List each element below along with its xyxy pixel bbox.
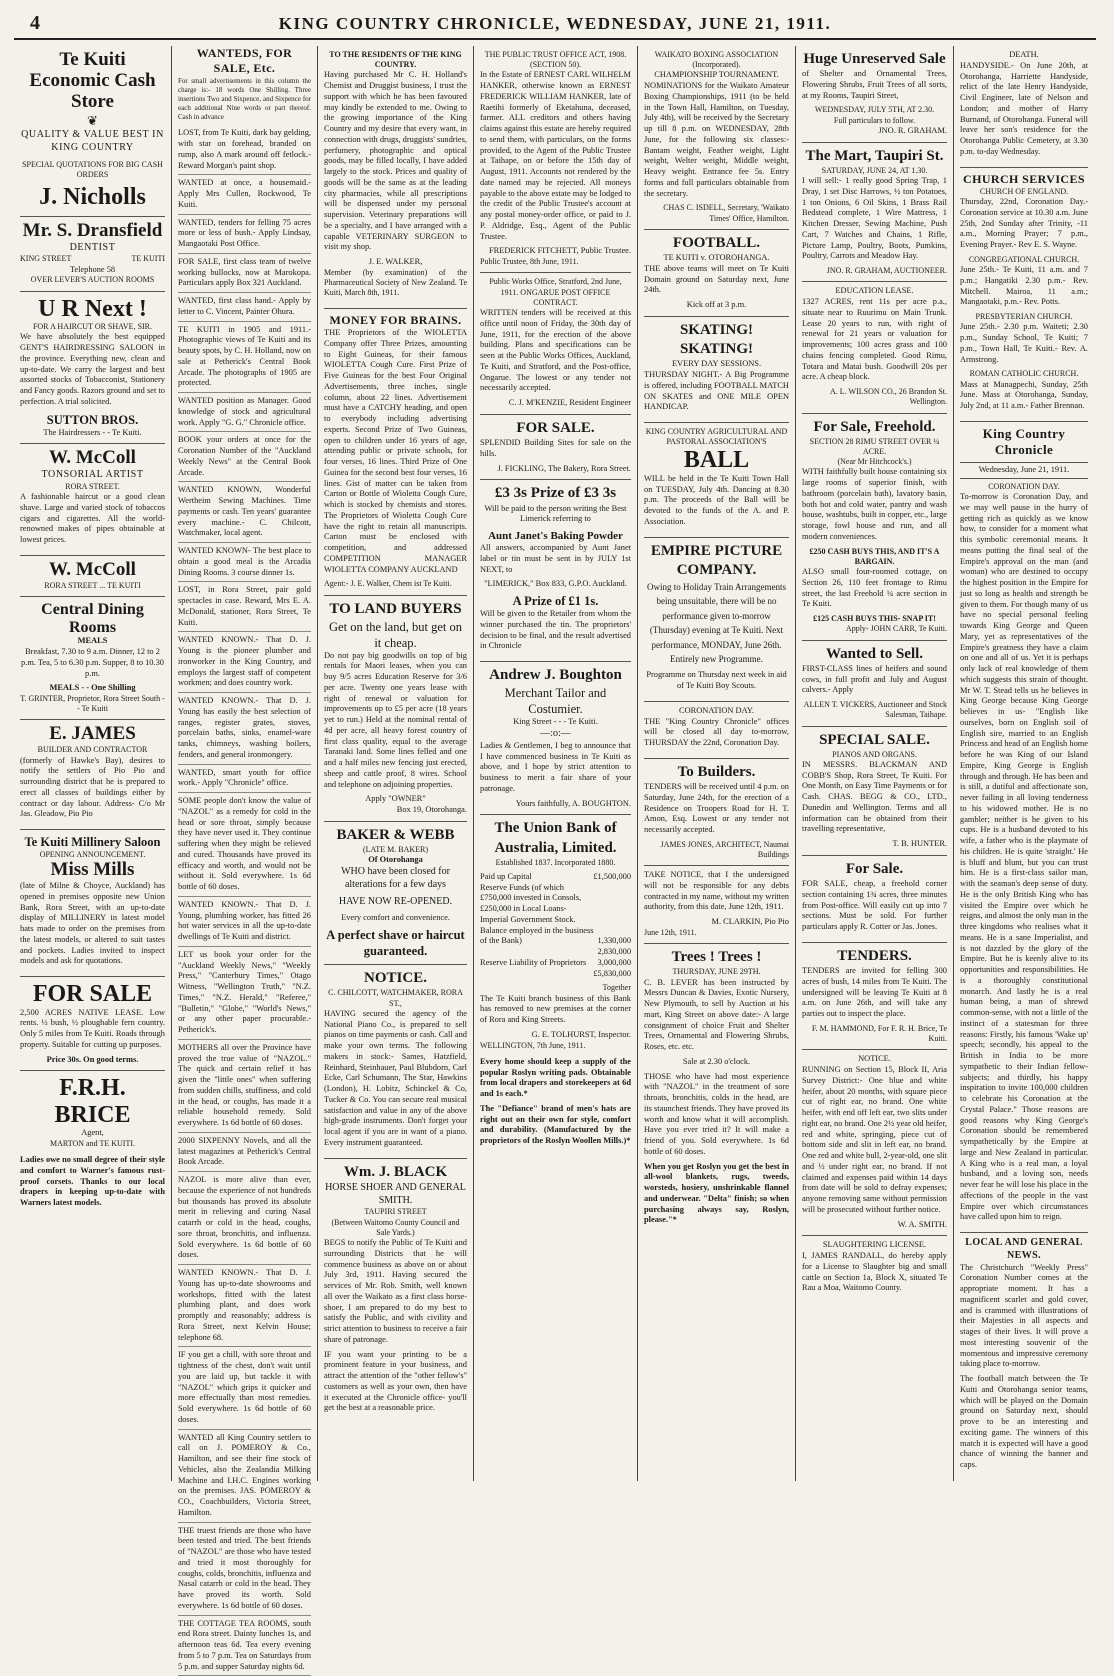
ad-title: NOTICE. — [858, 1054, 891, 1064]
ad-freehold — [802, 414, 947, 641]
ad-education-lease — [802, 282, 947, 413]
ad-body: THOSE who have had most experience with "NAZOL" in the treatment of sore throats, bronchitis, colds in the head, are its staunchest friends. They have proved its worth and know what it will accomplish. Have you ever tried it? It will make a friend of you. Sold everywhere. 1s 6d bottle of 60 doses. — [644, 1071, 789, 1156]
ad-sign: J. E. WALKER, — [368, 257, 423, 267]
classifieds-list — [178, 125, 311, 1676]
ad-title: Central Dining Rooms — [41, 601, 144, 636]
ad-title: E. JAMES — [49, 723, 136, 745]
ad-subtitle: Economic Cash Store — [29, 69, 156, 112]
ad-text: Apply "OWNER" — [365, 794, 426, 804]
ad-sign: ALLEN T. VICKERS, Auctioneer and Stock Salesman, Taihape. — [803, 700, 947, 720]
ad-text: TE KUITI v. OTOROHANGA. — [663, 253, 770, 263]
ad-sign: A. L. WILSON CO., 26 Brandon St. Wellington. — [830, 387, 947, 407]
ad-wanted-to-sell — [802, 641, 947, 727]
ad-title: BALL — [683, 447, 750, 474]
ad-boxing — [644, 46, 789, 230]
ad-title: THE PUBLIC TRUST OFFICE ACT, 1908. — [484, 50, 627, 59]
church-name: ROMAN CATHOLIC CHURCH. — [969, 369, 1079, 379]
ad-coronation-day — [644, 702, 789, 759]
ad-title: The Mart, Taupiri St. — [805, 147, 944, 164]
ad-text: PIANOS AND ORGANS. — [832, 749, 917, 759]
ad-text: C. CHILCOTT, WATCHMAKER, RORA ST., — [328, 988, 463, 1008]
ad-sign: M. CLARKIN, Pio Pio — [711, 917, 789, 927]
ad-body: We have absolutely the best equipped GENT'S HAIRDRESSING SALOON in the province. Everything new, clean and up-to-date. We carry the largest and best assorted stocks of Tobacconist, Stationery and Fancy goods. Razors ground and set to perfection. A trial solicited. — [20, 332, 165, 406]
ad-title: SKATING! SKATING! — [679, 321, 754, 358]
ad-text: TONSORIAL ARTIST — [41, 469, 144, 481]
ad-body: WILL be held in the Te Kuiti Town Hall on TUESDAY, July 4th. Dancing at 8.30 p.m. The proceeds of the Ball will be devoted to the funds of the A. and P. Association. — [644, 473, 789, 526]
ornament-icon: ❦ — [87, 112, 98, 128]
ad-text: MEALS — [77, 636, 108, 646]
column-7 — [954, 46, 1094, 1481]
church-name: CONGREGATIONAL CHURCH. — [968, 254, 1080, 264]
classified-ad: NAZOL is more alive than ever, because the experience of not hundreds but thousands has proved its absolute merit in relieving and curing Nasal catarrh or cold in the head, coughs, sore throat, bronchitis, and influenza. Sold everywhere. 1s 6d bottle of 60 doses. — [178, 1172, 311, 1265]
ad-body: RUNNING on Section 15, Block II, Aria Survey District:- One blue and white heifer, about 20 months, with square piece cut of right ear, no brand. One white heifer, with end off left ear, two slits under right ear, no brand. One 2½ year old heifer, red and white, springing, piece cut of bottom side and slit in left ear, no brand. One red and white bull, 2-year-old, one slit and ½ under right ear, no brand. If not claimed and expenses paid within 14 days from date will be sold to defray expenses; anyone removing same without permission will be prosecuted without further notice. — [802, 1065, 947, 1214]
classified-ad: WANTED KNOWN- The best place to obtain a good meal is the Arcadia Dining Rooms. 3 course dinner 1s. — [178, 543, 311, 582]
ad-body: The "Defiance" brand of men's hats are right out on their own for style, comfort and durability. (Manufactured by the proprietors of the Roslyn Woollen Mills.)* — [480, 1103, 631, 1146]
ad-text: "LIMERICK," Box 833, G.P.O. Auckland. — [484, 579, 627, 589]
ad-tenders — [802, 943, 947, 1050]
column-6 — [796, 46, 954, 1481]
ad-text: Public Trustee, 8th June, 1911. — [480, 257, 579, 267]
ad-body: ALSO small four-roomed cottage, on Section 26, 110 feet frontage to Rimu street, the last Freehold ¼ acre section in Te Kuiti. — [802, 567, 947, 609]
ad-body: The Te Kuiti branch business of this Bank has removed to new premises at the corner of Rora and King Streets. — [480, 993, 631, 1025]
ad-text: MARTON and TE KUITI. — [50, 1138, 135, 1148]
ad-body: Will be given to the Retailer from whom the winner purchased the tin. The proprietors' decision to be final, and the result advertised in Chronicle — [480, 609, 631, 651]
ad-title: Te Kuiti Millinery Saloon — [24, 835, 161, 850]
ad-builders — [644, 759, 789, 866]
masthead-title: KING COUNTRY CHRONICLE, WEDNESDAY, JUNE 21, 1911. — [278, 14, 832, 33]
ad-title: WAIKATO BOXING ASSOCIATION (Incorporated). — [654, 50, 779, 70]
classified-ad: 2000 SIXPENNY Novels, and all the latest magazines at Petherick's Central Book Arcade. — [178, 1133, 311, 1172]
ad-body: (late of Milne & Choyce, Auckland) has opened in premises opposite new Union Bank, Rora Street, with an up-to-date display of MILLINERY in latest model hats made to order on the premises from the latest models, or altered to suit tastes and pockets. Ladies invited to inspect models and ask for quotations. — [20, 881, 165, 966]
ad-title: SPECIAL SALE. — [819, 731, 930, 748]
ad-text: SPECIAL QUOTATIONS FOR BIG CASH ORDERS — [22, 159, 163, 180]
ad-sign: G. E. TOLHURST, Inspector. — [531, 1029, 631, 1039]
ad-sign: FREDERICK FITCHETT, Public Trustee. — [489, 246, 631, 256]
classified-ad: WANTED KNOWN.- That D. J. Young has up-to-date showrooms and workshops, fitted with the latest plumbing plant, and does work promptly and reasonably; address is Rora Street, next Kelvin House; telephone 68. — [178, 1265, 311, 1347]
masthead — [14, 10, 1096, 40]
classified-ad: FOR SALE, first class team of twelve working bullocks, now at Marokopa. Particulars apply Box 321 Auckland. — [178, 254, 311, 293]
ad-title: FOR SALE — [32, 981, 153, 1008]
ad-title: F.R.H. BRICE — [54, 1075, 131, 1128]
ad-builder — [20, 720, 165, 830]
ad-text: WELLINGTON, 7th June, 1911. — [480, 1040, 586, 1050]
ad-text: BUILDER AND CONTRACTOR — [37, 745, 148, 755]
ad-title: BAKER & WEBB — [336, 826, 455, 843]
ad-text: (Between Waitomo County Council and Sale Yards.) — [331, 1217, 460, 1237]
column-5 — [638, 46, 796, 1481]
ad-text: (Near Mr Hitchcock's.) — [837, 457, 912, 467]
ad-title: For Sale, Freehold. — [813, 418, 936, 435]
ad-text: Box 19, Otorohanga. — [396, 805, 467, 815]
ad-text: King Street - - - Te Kuiti. — [513, 717, 598, 727]
ad-take-notice — [644, 866, 789, 944]
ad-title: FOR SALE. — [516, 419, 595, 436]
ad-walker — [324, 46, 467, 309]
ad-text: QUALITY & VALUE BEST IN KING COUNTRY — [21, 129, 164, 154]
ad-body: NOMINATIONS for the Waikato Amateur Boxing Championships, 1911 (to be held in the Town Hall, Hamilton, on Tuesday, July 4th), will be received by the Secretary up till 8 p.m. on WEDNESDAY, 28th June, for the following six classes:- Bantam weight, Feather weight, Light weight, Welter weight, Middle weight, Heavy weight. Entrance fee 5s. Entry forms and full particulars obtainable from the secretary. — [644, 81, 789, 198]
ad-text: (SECTION 50). — [529, 60, 582, 70]
classified-ad: WANTED, smart youth for office work.- Apply "Chronicle" office. — [178, 765, 311, 794]
ad-text: THURSDAY, JUNE 29TH. — [672, 967, 761, 977]
ad-body: Ladies owe no small degree of their style and comfort to Warner's famous rust-proof corsets. Thanks to our local drapers in keeping up-to-date with Warners latest models. — [20, 1155, 165, 1208]
church-body: Mass at Managpechi, Sunday, 25th June. Mass at Otorohanga, Sunday, July 2nd, at 11 a.m.- Father Brennan. — [960, 379, 1088, 411]
ad-dentist — [20, 217, 165, 292]
ad-sign: Yours faithfully, A. BOUGHTON. — [515, 798, 631, 808]
ad-title: To Builders. — [677, 763, 756, 780]
classified-ad: WANTED KNOWN.- That D. J. Young, plumbing worker, has fitted 26 hot water services in all the up-to-date dwellings of Te Kuiti and district. — [178, 897, 311, 947]
bank-table — [480, 872, 631, 980]
news-body: The football match between the Te Kuiti and Otorohanga senior teams, which will be played on the Domain ground on Saturday next, should prove to be an interesting and exciting game. The winners of this match it is expected will have a good chance of winning the banner and caps. — [960, 1374, 1088, 1470]
divider-icon: —:o:— — [540, 728, 571, 740]
classified-ad: THE COTTAGE TEA ROOMS, south end Rora street. Dainty lunches 1s, and afternoon teas 6d. Tea every evening from 5 to 7 p.m. Tea on Saturdays from 5 p.m. and supper Saturday nights 6d. — [178, 1616, 311, 1676]
ad-title: TO THE RESIDENTS OF THE KING COUNTRY. — [329, 50, 462, 70]
ad-land-buyers — [324, 596, 467, 822]
ad-title: Wm. J. BLACK — [343, 1163, 448, 1180]
ad-text: DENTIST — [69, 241, 116, 253]
editorial-heading: CORONATION DAY. — [988, 481, 1060, 491]
ad-millinery — [20, 830, 165, 977]
ad-special-sale — [802, 727, 947, 856]
ad-body: Every home should keep a supply of the popular Roslyn writing pads. Obtainable from local drapers and storekeepers at 6d and 1s each.* — [480, 1056, 631, 1099]
section-heading: WANTEDS, FOR SALE, Etc. — [196, 46, 293, 76]
church-services — [960, 168, 1088, 422]
ad-body: THE above teams will meet on Te Kuiti Domain ground on Saturday next, June 24th. — [644, 263, 789, 295]
church-body: Thursday, 22nd, Coronation Day.- Coronation service at 10.30 a.m. June 25th, 2nd Sunday after Trinity, -11 a.m., Morning Prayer; 7 p.m., Evening Prayer.- Rev E. S. Wayne. — [960, 197, 1088, 250]
ad-body: Breakfast, 7.30 to 9 a.m. Dinner, 12 to 2 p.m. Tea, 5 to 6.30 p.m. Supper, 8 to 10.30 p.m. — [21, 647, 164, 678]
ad-notice-chilcott — [324, 965, 467, 1158]
ad-title: NOTICE. — [364, 970, 427, 987]
ad-text: T. GRINTER, Proprietor, Rora Street South - - Te Kuiti — [20, 694, 165, 714]
ad-black — [324, 1159, 467, 1423]
bank-row — [480, 969, 631, 980]
ad-trees — [644, 944, 789, 1235]
classified-ad: WANTED KNOWN, Wonderful Wertheim Sewing Machines. Time payments or cash. Ten years' guarantee every machine.- C. Chilcott, Watchmaker, local agent. — [178, 482, 311, 543]
ad-title: MONEY FOR BRAINS. — [329, 312, 462, 327]
ad-ball — [644, 423, 789, 538]
ad-body: IF you want your printing to be a prominent feature in your business, and attract the attention of the "other fellow's" customers as well as your own, then have it executed at the Chronicle office- you'll get the best at a reasonable price. — [324, 1349, 467, 1413]
classified-ad: WANTED, first class hand.- Apply by letter to C. Vincent, Painter Ohura. — [178, 293, 311, 322]
ad-title: TO LAND BUYERS — [329, 600, 462, 617]
page-number: 4 — [30, 12, 40, 34]
ad-mart — [802, 143, 947, 283]
ad-text: Sale at 2.30 o'clock. — [682, 1056, 751, 1066]
ad-text: Together — [602, 983, 631, 993]
bank-row-value: 2,830,000 — [597, 947, 631, 957]
ad-for-sale — [20, 977, 165, 1071]
ad-sign: Apply- JOHN CARR, Te Kuiti. — [845, 624, 947, 634]
ad-text: MEALS - - One Shilling — [49, 683, 136, 693]
classified-ad: WANTED all King Country settlers to call on J. POMEROY & Co., Hamilton, and see their fine stock of Vehicles, also the Zealandia Milking Machine and I.H.C. Engines working on the premises. JAS. POMEROY & CO., Coachbuilders, Victoria Street, Hamilton. — [178, 1430, 311, 1523]
death-notice — [960, 46, 1088, 168]
ad-boughton — [480, 662, 631, 815]
ad-sign: JNO. R. GRAHAM, AUCTIONEER. — [826, 266, 947, 276]
classified-ad: MOTHERS all over the Province have proved the true value of "NAZOL." The quick and certain relief it has given the "little ones" when suffering from sudden chills, stuffiness, and cold in the head, or coughs, has made it a reliable household remedy. Sold everywhere. 1s 6d bottle of 60 doses. — [178, 1040, 311, 1133]
ad-body: When you get Roslyn you get the best in all-wool blankets, rugs, tweeds, worsteds, hosiery, unshrinkable flannel and underwear. "Delta" finish; so when purchasing always say, Roslyn, please."* — [644, 1161, 789, 1225]
ad-public-trust — [480, 46, 631, 273]
ad-text: Full particulars to follow. — [833, 115, 916, 125]
ad-sign: F. M. HAMMOND, For F. R. H. Brice, Te Kuiti. — [811, 1023, 947, 1044]
ad-sign: JNO. R. GRAHAM. — [878, 125, 947, 135]
classified-ad: LET us book your order for the "Auckland Weekly News," "Weekly Press," "Canterbury Times," Otago Witness, "Wellington Truth," "N.Z. Times," "N.Z. Herald," "Referee," "Bulletin," "Globe," "World's News," or any other paper procurable.- Petherick's. — [178, 947, 311, 1040]
ad-text: June 12th, 1911. — [644, 927, 697, 937]
ad-text: OVER LEVER'S AUCTION ROOMS — [30, 275, 155, 285]
ad-title: The Union Bank of Australia, Limited. — [494, 820, 617, 856]
bank-row-label: Reserve Funds (of which £750,000 invested in Consols, £250,000 in Local Loans-Imperial Government Stock. Balance employed in the business of the Bank) — [480, 882, 594, 946]
ad-body: All answers, accompanied by Aunt Janet label or tin must be sent in by JULY 1st NEXT, to — [480, 543, 631, 574]
ad-body: C. B. LEVER has been instructed by Messrs Duncan & Davies, Exotic Nursery, New Plymouth, to sell by Auction at his mart, King Street on above date:- A large consignment of choice Fruit and Shelter Trees, Ornamental and Flowering Shrubs, Roses, etc. etc. — [644, 977, 789, 1052]
ad-body: Having purchased Mr C. H. Holland's Chemist and Druggist business, I trust the support with which he has been favoured may kindly be extended to me. Owing to the growing importance of the King Country and my desire that every want, in connection with drugs, druggists' sundries, perfumery, photographic and optical goods, may be filled locally, I have added largely to the stock. Prices and quality of goods will be the same as at the leading city pharmacies, while all prescriptions will be dispensed under my personal supervision. Veterinary preparations will be a specialty, and I have arranged with a capable VETERINARY SURGEON to visit my shop. — [324, 70, 467, 252]
ad-slaughter — [802, 1236, 947, 1303]
column-4 — [474, 46, 638, 1481]
bank-row-label: Reserve Liability of Proprietors — [480, 957, 587, 967]
ad-body: WHO have been closed for alterations for a few days — [341, 866, 450, 890]
ad-text: Agent, — [81, 1128, 104, 1138]
ad-name: SUTTON BROS. — [46, 412, 139, 427]
ad-subtitle: CHAMPIONSHIP TOURNAMENT. — [654, 70, 779, 80]
ad-text: (LATE M. BAKER) — [362, 845, 429, 855]
ad-body: 1327 ACRES, rent 11s per acre p.a., situate near to Ruurimu on Main Trunk. Lease 20 years to run, with right of renewal for 21 years or valuation for improvements; 100 acres grass and 100 chains fencing completed. Good Rimu, Totara and Matai bush. Goodwill 20s per acre. A cheap block. — [802, 297, 947, 382]
town: TE KUITI — [131, 254, 165, 264]
ad-title: SLAUGHTERING LICENSE. — [822, 1240, 927, 1250]
classified-ad: LOST, in Rora Street, pair gold spectacles in case. Reward, Mrs E. A. McDonald, stationer, Rora Street, Te Kuiti. — [178, 582, 311, 632]
classified-ad: THE truest friends are those who have been tested and tried. The best friends of "NAZOL" are those who have tested and tried it most thoroughly for coughs, colds, bronchitis, influenza and Nasal catarrh or cold in the head. They have proved its worth. Sold everywhere. 1s 6d bottle of 60 doses. — [178, 1523, 311, 1616]
bank-row — [480, 872, 631, 883]
ad-text: Kick off at 3 p.m. — [686, 300, 747, 310]
ad-address — [20, 254, 165, 264]
column-3 — [318, 46, 474, 1481]
ad-body: Ladies & Gentlemen, I beg to announce that I have commenced business in Te Kuiti as above, and I hope by strict attention to business to merit a fair share of your patronage. — [480, 740, 631, 793]
ad-text: £250 CASH BUYS THIS, AND IT'S A BARGAIN. — [809, 546, 940, 566]
ad-body: THURSDAY NIGHT.- A Big Programme is offered, including FOOTBALL MATCH ON SKATES and ONE MILE OPEN HANDICAP. — [644, 370, 789, 412]
ad-text: HAVE NOW RE-OPENED. — [338, 895, 453, 907]
classified-ad: WANTED KNOWN.- That D. J. Young is the pioneer plumber and ironworker in the King Country, and employs the largest staff of competent workmen; and does country work. — [178, 632, 311, 693]
classified-ad: TE KUITI in 1905 and 1911.- Photographic views of Te Kuiti and its beauty spots, by C. H. Holland, now on sale at Petherick's Central Book Arcade. The photographs of 1905 are protected. — [178, 322, 311, 394]
ad-body: BEGS to notify the Public of Te Kuiti and surrounding Districts that he will commence business as above on or about July 3rd, 1911. Having secured the services of Mr. Rob. Smith, well known all over the Waikato as a first class horse-shoer, I am prepared to do my best to satisfy the Public, and with civility and strict attention to business to receive a fair share of patronage. — [324, 1238, 467, 1344]
ad-subtitle: HORSE SHOER AND GENERAL SMITH. — [325, 1181, 466, 1206]
ad-body: of Shelter and Ornamental Trees, Flowering Shrubs, Fruit Trees of all sorts, at my Rooms, Taupiri Street, — [802, 69, 947, 100]
ad-cash-store — [20, 46, 165, 217]
ad-body: (formerly of Hawke's Bay), desires to notify the settlers of Pio Pio and surrounding district that he is prepared to erect all classes of buildings either by contract or day labour. Address- C/o Mr Jas. Gleadow, Pio Pio — [20, 755, 165, 819]
ad-title: Mr. S. Dransfield — [22, 219, 163, 241]
ad-text: Every comfort and convenience. — [341, 912, 450, 922]
ad-body: HAVING secured the agency of the National Piano Co., is prepared to sell pianos on time payments or cash. Call and make your own terms. The following makers in stock:- Sames, Hatzfield, Reinhard, Steinhauer, Paul Blubdorn, Carl Ecke, Carl Schumann, The Star, Hawkins (London), H. Lobitz, Schinckel & Co, Tucker & Co. You can secure real musical satisfaction and value in any of the above high-grade instruments. Don't forget your local agent if you are in want of a piano. Every instrument guaranteed. — [324, 1008, 467, 1147]
ad-name: J. Nicholls — [39, 184, 146, 211]
column-intro: For small advertisements in this column the charge is:- 18 words One Shilling. Three insertions Two and Sixpence, and Sixpence for each additional Nine words or part thereof. Cash in advance — [178, 76, 311, 121]
ad-body: TENDERS will be received until 4 p.m. on Saturday, June 24th, for the erection of a Residence on Troopers Road for H. T. Amon, Esq. Lowest or any tender not necessarily accepted. — [644, 782, 789, 835]
ad-text: OPENING ANNOUNCEMENT. — [39, 850, 146, 860]
ad-body: Do not pay big goodwills on top of big rentals for Maori leases, when you can buy 9/5 acres Education Reserve for 3/6 per acre. Twenty one years lease with right of renewal or valuation for improvements up to £5 per acre (18 years yet to run.) Held at the nominal rental of 4d per acre, all heavy forest country of first class quality, equal to the average Taranaki land. Some lines felled and one and a half miles new fencing just erected, sheep and cattle proof, 8 wires. School and telephone on adjoining properties. — [324, 650, 467, 789]
ad-text: Established 1837. Incorporated 1880. — [495, 857, 616, 867]
ad-name: Miss Mills — [50, 859, 135, 881]
ad-body: Owing to Holiday Train Arrangements being unsuitable, there will be no performance given to-morrow (Thursday) evening at Te Kuiti. Next performance, MONDAY, June 26th. Entirely new Programme. — [647, 581, 786, 664]
bank-row-value: 3,000,000 — [597, 957, 631, 967]
ad-body: I, JAMES RANDALL, do hereby apply for a License to Slaughter big and small cattle on Section 1a, Block X, situated Te Rau a Moa, Waitomo County. — [802, 1251, 947, 1293]
ad-body: FIRST-CLASS lines of heifers and sound cows, in full profit and July and August calvers.- Apply — [802, 663, 947, 695]
ad-title: For Sale. — [845, 860, 904, 877]
paper-date: Wednesday, June 21, 1911. — [960, 462, 1088, 479]
classified-ad: WANTED KNOWN.- That D. J. Young has easily the best selection of ranges, register grates, stoves, porcelain baths, sinks, enamel-ware tanks, chimneys, washing boilers, fenders, and general ironmongery. — [178, 693, 311, 765]
ad-body: THE Proprietors of the WIOLETTA Company offer Three Prizes, amounting to Eight Guineas, for their famous WIOLETTA Cough Cure. First Prize of Five Guineas for the best Four Original Advertisements, three inches, single column, about 22 lines. Advertisement must have a CATCHY heading, and open to everybody including advertising experts. Second Prize of Two Guineas, open to children under 16 years of age, attending public or private schools, for four verses, 16 lines. Third Prize of One Guinea for the second best four verses, 16 lines. Gist of matter can be taken from Carton or Bottle of Wioletta Cough Cure, which is stocked by chemists and stores. The Proprietors of Wioletta Cough Cure have the right to retain all manuscripts. Carton must be enclosed with competition, and addressed COMPETITION MANAGER WIOLETTA COMPANY AUCKLAND — [324, 328, 467, 574]
church-name: PRESBYTERIAN CHURCH. — [975, 312, 1073, 322]
church-body: June 25th.- Te Kuiti, 11 a.m. and 7 p.m.; Hangatiki 2.30 p.m.- Rev. Mitchell. Mairoa, 11 a.m.; Mangaotaki, p.m.- Rev. Potts. — [960, 265, 1088, 307]
ad-body: IN MESSRS. BLACKMAN AND COBB'S Shop, Rora Street, Te Kuiti. For One Month, on Easy Time Payments or for Cash. CHAS. BEGG & CO., LTD., Dunedin and Wellington. Terms and all information can be obtained from their travelling representative, — [802, 759, 947, 834]
ad-empire-picture — [644, 538, 789, 702]
ad-title: Andrew J. Boughton — [489, 667, 622, 684]
church-name: CHURCH OF ENGLAND. — [979, 186, 1069, 196]
bank-row-value: £1,500,000 — [593, 871, 631, 881]
ad-text: SECTION 28 RIMU STREET OVER ¼ ACRE. — [809, 436, 940, 456]
street: KING STREET — [20, 254, 72, 264]
ad-dining — [20, 597, 165, 720]
ad-body: WITH faithfully built house containing six large rooms of superior finish, with bathroom (porcelain bath), lavatory basin, both hot and cold water, pantry and wash house, washtubs, built in copper, etc., large storage, fowl house and run, and all modern conveniences. — [802, 467, 947, 541]
ad-sign: C. J. M'KENZIE, Resident Engineer — [508, 398, 631, 408]
ad-text: £125 CASH BUYS THIS- SNAP IT! — [813, 614, 936, 624]
ad-text: Price 30s. On good terms. — [46, 1054, 139, 1064]
local-news — [960, 1233, 1088, 1480]
ad-title: £3 3s Prize of £3 3s — [494, 485, 617, 502]
ad-title: Te Kuiti — [59, 49, 126, 70]
ad-body: THE "King Country Chronicle" offices will be closed all day to-morrow, THURSDAY the 22nd, Coronation Day. — [644, 716, 789, 748]
ad-sign: CHAS C. ISDELL, Secretary, 'Waikato Times' Office, Hamilton. — [663, 203, 789, 223]
ad-title: W. McColl — [49, 558, 136, 580]
ad-limerick-prize — [480, 480, 631, 662]
classified-ad: BOOK your orders at once for the Coronation Number of the "Auckland Weekly News" at the Central Book Arcade. — [178, 432, 311, 482]
ad-skating — [644, 317, 789, 423]
ad-body: 2,500 ACRES NATIVE LEASE. Low rents. ½ bush, ½ ploughable fern country. Only 5 miles from Te Kuiti. Roads through property. Suitable for cutting up purposes. — [20, 1007, 165, 1049]
church-body: June 25th.- 2.30 p.m. Waiteti; 2.30 p.m., Sunday School, Te Kuiti; 7 p.m., Town Hall, Te Kuiti.- Rev. A. Armstrong. — [960, 322, 1088, 364]
ad-title: Wanted to Sell. — [825, 645, 924, 662]
section-heading: LOCAL AND GENERAL NEWS. — [965, 1237, 1083, 1261]
ad-body: I will sell:- 1 really good Spring Trap, 1 Dray, 1 set Disc Harrows, ½ ton Potatoes, 1 ton Onions, 6 Oil Skins, 1 Brass Rail Bedstead complete, 1 Wire Mattress, 1 Kitchen Dresser, Sewing Machine, Push Cart, 7 Watches and Chains, 1 Rifle, Picture Lamp, Poultry, Boots, Pumkins, Poultry, Carrots and Meadow Hay. — [802, 176, 947, 261]
phone: Telephone 58 — [69, 264, 116, 274]
ad-text: RORA STREET. — [65, 481, 120, 491]
ad-body: FOR SALE, cheap, a freehold corner section containing 1¾ acres, three minutes from Post-office. Will easily cut up into 7 sections. Must be sold. For further particulars apply R. Cotter or Jas. Jones. — [802, 879, 947, 932]
ad-title: Trees ! Trees ! — [671, 949, 762, 966]
ad-title: W. McColl — [49, 447, 136, 469]
ad-brice — [20, 1071, 165, 1218]
ad-sign: JAMES JONES, ARCHITECT, Naumai Buildings — [660, 839, 789, 859]
ad-mccoll-2 — [20, 556, 165, 597]
ad-text: FOR A HAIRCUT OR SHAVE, SIR. — [32, 322, 153, 332]
ad-text: Of Otorohanga — [368, 855, 423, 865]
classified-ad: WANTED at once, a housemaid.- Apply Mrs Cullen, Rockwood, Te Kuiti. — [178, 175, 311, 214]
ad-football — [644, 230, 789, 317]
ad-body: Will be paid to the person writing the Best Limerick referring to — [484, 503, 627, 524]
ad-body: WRITTEN tenders will be received at this office until noon of Friday, the 30th day of June, 1911, for the erection of the above building. Plans and specifications can be seen at the Public Works Offices, Auckland, Te Kuiti, and Stratford, and the Post-office, Ongarue. The lowest or any tender not necessarily accepted. — [480, 308, 631, 393]
ad-subtitle: Merchant Tailor and Costumier. — [504, 686, 607, 717]
ad-text: Agent:- J. E. Walker, Chem ist Te Kuiti. — [324, 579, 452, 589]
ad-title: CORONATION DAY. — [679, 705, 754, 715]
ad-baker-webb — [324, 822, 467, 965]
ad-title: Huge Unreserved Sale — [803, 51, 946, 67]
editorial-body: To-morrow is Coronation Day, and we may well pause in the hurry of getting rich as quickly as we know how, to consider for a moment what this symbolic ceremonial means. It means putting the final seal of the Empire's approval on the man (and woman) who are destined to occupy the highest position in the Empire for just so long as health and strength be given to them. For though many of us have no special personal feeling towards King George and Queen Mary, yet as representatives of the Empire's greatness they have a claim on one and all of us. Yet it is perhaps only lack of real knowledge of them which suggests this strain of thought. Mr W. T. Stead tells us he believes in King George because King George believes in us- "English like ourselves, born on English soil of English sire, married to an English Princess and head of an English home before he was King of our Island Empire, King George is English through and through. He has been and is still, a dutiful and affectionate son, never failing in all loving tenderness to his widowed mother. He is no gambler; neither is he given to his cups. He is a husband devoted to his wife, a father who is the playmate of his children. He is quite 'straight.' He is bluff and blunt, but you can trust him. He is a first-class sailor man, with the seaman's deep sense of duty. He is the only British King who has visited the Empire over which he reigns, and almost the only man in the three kingdoms who realises what it means. He is a sane Imperialist, and is not dazzled by the glory of the Empire. But he is keenly alive to its opportunities and responsibilities. He is a thoroughly constitutional monarch. And lastly he is a real human being, a man of shrewd common-sense, with not a little of the instinct of a statesman for three reasons: Firstly, his famous 'Wake up' speech; secondly, his appeal to the British in India to be more sympathetic to their Indian fellow-subjects; and thirdly, his happy inspiration to invite 100,000 children to celebrate his Coronation at the Crystal Palace." Those reasons are good reasons why King George's Coronation should be remembered sympathetically by the Empire at large and New Zealand in particular. A King who is a real man, a loyal husband, and a loving son, needs never fear he will lose his place in the affections of the people in the vast Empire over which circumstances have called upon him to reign. — [960, 492, 1088, 1222]
ad-body: A fashionable haircut or a good clean shave. Large and varied stock of tobaccos cigars and cigarettes. All the world-renowned makes of pipes obtainable at lowest prices. — [20, 492, 165, 545]
ad-body: In the Estate of ERNEST CARL WILHELM HANKER, otherwise known as ERNEST FREDERICK WILLIAM HANKER, late of Raetihi formerly of Eketahuna, deceased, farmer. ALL creditors and others having claims against this estate are hereby required to send them, with particulars, on the forms provided, to the Agent of the Public Trustee at Taihape, on or before the 15th day of August, 1911. Accounts not rendered by the date named may be rejected. All moneys payable to the above estate may be lodged to the credit of the Public Trustee's account at any postal money-order office, or paid to J. P. Aldridge, Esq., Agent of the Public Trustee. — [480, 70, 631, 241]
classified-ad: LOST, from Te Kuiti, dark bay gelding, with star on forehead, branded on rump, also A mark around off fetlock.- Reward Morgan's paint shop. — [178, 125, 311, 175]
ad-name: Aunt Janet's Baking Powder — [488, 530, 623, 543]
ad-text: WEDNESDAY, JULY 5TH, AT 2.30. — [814, 105, 935, 115]
bank-row-label: Paid up Capital — [480, 871, 532, 881]
ad-text: SATURDAY, JUNE 24, AT 1.30. — [821, 165, 928, 175]
ad-title: A Prize of £1 1s. — [512, 594, 599, 609]
ad-text: TAUPIRI STREET — [364, 1207, 427, 1217]
ad-text: A perfect shave or haircut guaranteed. — [326, 928, 465, 959]
ad-public-works — [480, 273, 631, 414]
ad-body: TAKE NOTICE, that I the undersigned will not be responsible for any debts contracted in my name, without my written authority, from this date, June 12th, 1911. — [644, 870, 789, 912]
ad-title: U R Next ! — [38, 295, 147, 322]
ad-for-sale-corner — [802, 856, 947, 943]
ad-mccoll — [20, 444, 165, 556]
bank-row-value: £5,830,000 — [593, 968, 631, 978]
ad-sign: J. FICKLING, The Bakery, Rora Street. — [497, 463, 631, 473]
classified-ad: WANTED, tenders for felling 75 acres more or less of bush.- Apply Lindsay, Mangaotaki Post Office. — [178, 215, 311, 254]
ad-text: The Hairdressers - - Te Kuiti. — [43, 427, 142, 437]
ad-body: TENDERS are invited for felling 300 acres of bush, 14 miles from Te Kuiti. The undersigned will be leaving Te Kuiti at 8 a.m. on June 26th, and will take any parties out to inspect the place. — [802, 966, 947, 1019]
column-2 — [172, 46, 318, 1671]
bank-row — [480, 883, 631, 948]
editorial — [960, 422, 1088, 1233]
section-heading: CHURCH SERVICES — [963, 171, 1085, 186]
ad-title: TENDERS. — [837, 947, 912, 964]
ad-title: EMPIRE PICTURE COMPANY. — [650, 542, 783, 578]
ad-text: EVERY DAY SESSIONS. — [671, 359, 762, 369]
bank-row — [480, 947, 631, 958]
notice-body: HANDYSIDE.- On June 20th, at Otorohanga, Harriette Handyside, relict of the late Henry Handyside, Civil Engineer, late of Nelson and London; and mother of Harry Burnand, of Otorohanga. Funeral will leave her son's residence for the Otorohanga Public Cemetery, at 3.30 p.m. to-day Wednesday. — [960, 60, 1088, 156]
bank-row — [480, 958, 631, 969]
ad-building-sites — [480, 415, 631, 480]
paper-title: King Country Chronicle — [982, 425, 1066, 458]
ad-union-bank — [480, 815, 631, 1156]
ad-money-brains — [324, 309, 467, 596]
ad-title: KING COUNTRY AGRICULTURAL AND PASTORAL ASSOCIATION'S — [645, 427, 788, 447]
ad-subtitle: Get on the land, but get on it cheap. — [329, 619, 462, 650]
ad-notice-running — [802, 1050, 947, 1236]
ad-huge-sale — [802, 46, 947, 143]
column-1 — [14, 46, 172, 1481]
ad-body: SPLENDID Building Sites for sale on the hills. — [480, 438, 631, 458]
ad-sign: W. A. SMITH. — [897, 1219, 947, 1229]
classified-ad: WANTED position as Manager. Good knowledge of stock and agricultural work. Apply "G. G." Chronicle office. — [178, 393, 311, 432]
ad-title: FOOTBALL. — [672, 234, 761, 251]
ad-sign: T. B. HUNTER. — [892, 839, 947, 849]
classified-ad: SOME people don't know the value of "NAZOL" as a remedy for cold in the head or sore throat, simply because they have never used it. They continue suffering when they might be relieved and cured. Thousands have proved its efficacy and worth, and would not be without it. Sold everywhere. 1s 6d bottle of 60 doses. — [178, 793, 311, 897]
ad-body: Programme on Thursday next week in aid of Te Kuiti Boy Scouts. — [646, 670, 787, 691]
classified-ad: IF you get a chill, with sore throat and tightness of the chest, don't wait until you are laid up, but tackle it with "NAZOL" which grips it quicker and more effectually than most remedies. Sold everywhere. 1s 6d bottle of 60 doses. — [178, 1347, 311, 1429]
section-heading: DEATH. — [1009, 50, 1039, 59]
ad-text: RORA STREET ... TE KUITI — [44, 580, 141, 590]
news-body: The Christchurch "Weekly Press" Coronation Number comes at the appropriate moment. It has a magnificent scarlet and gold cover, and is crammed with illustrations of their Majesties in all aspects and stages of their lives. It will prove a most interesting souvenir of the momentous and impressive ceremony taking place to-morrow. — [960, 1262, 1088, 1369]
ad-title: EDUCATION LEASE. — [835, 286, 914, 296]
ad-text: Member (by examination) of the Pharmaceutical Society of New Zealand. Te Kuiti, March 8th, 1911. — [324, 267, 467, 298]
ad-title: Public Works Office, Stratford, 2nd June, 1911. ONGARUE POST OFFICE CONTRACT. — [489, 277, 622, 307]
ad-hairdresser — [20, 292, 165, 445]
bank-row-value: 1,330,000 — [597, 936, 631, 946]
